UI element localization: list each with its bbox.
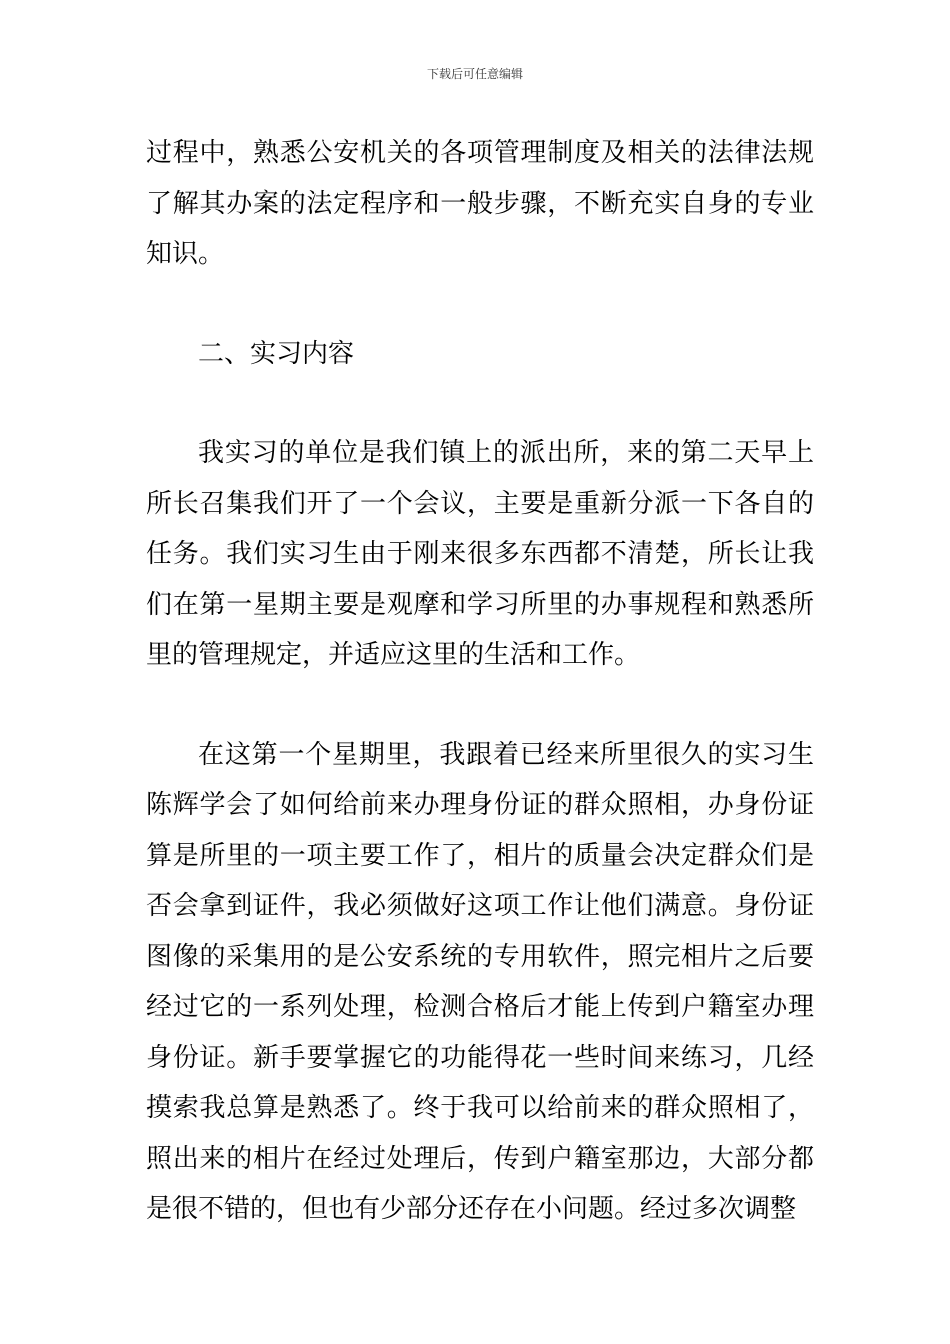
document-body: [146, 128, 814, 1235]
section-heading: 二、实习内容: [198, 338, 355, 369]
page-header: 下载后可任意编辑: [426, 67, 523, 81]
paragraph-internship-unit: 我实习的单位是我们镇上的派出所，来的第二天早上所长召集我们开了一个会议，主要是重新分派一下各自的任务。我们实习生由于刚来很多东西都不清楚，所长让我们在第一星期主要是观摩和学习所里的办事规程和熟悉所里的管理规定，并适应这里的生活和工作。: [146, 438, 814, 670]
paragraph-first-week: 在这第一个星期里，我跟着已经来所里很久的实习生陈辉学会了如何给前来办理身份证的群众照相，办身份证算是所里的一项主要工作了，相片的质量会决定群众们是否会拿到证件，我必须做好这项工作让他们满意。身份证图像的采集用的是公安系统的专用软件，照完相片之后要经过它的一系列处理，检测合格后才能上传到户籍室办理身份证。新手要掌握它的功能得花一些时间来练习，几经摸索我总算是熟悉了。终于我可以给前来的群众照相了，照出来的相片在经过处理后，传到户籍室那边，大部分都是很不错的，但也有少部分还存在小问题。经过多次调整: [146, 739, 814, 1224]
paragraph-continuation: 过程中，熟悉公安机关的各项管理制度及相关的法律法规了解其办案的法定程序和一般步骤，不断充实自身的专业知识。: [146, 138, 814, 269]
